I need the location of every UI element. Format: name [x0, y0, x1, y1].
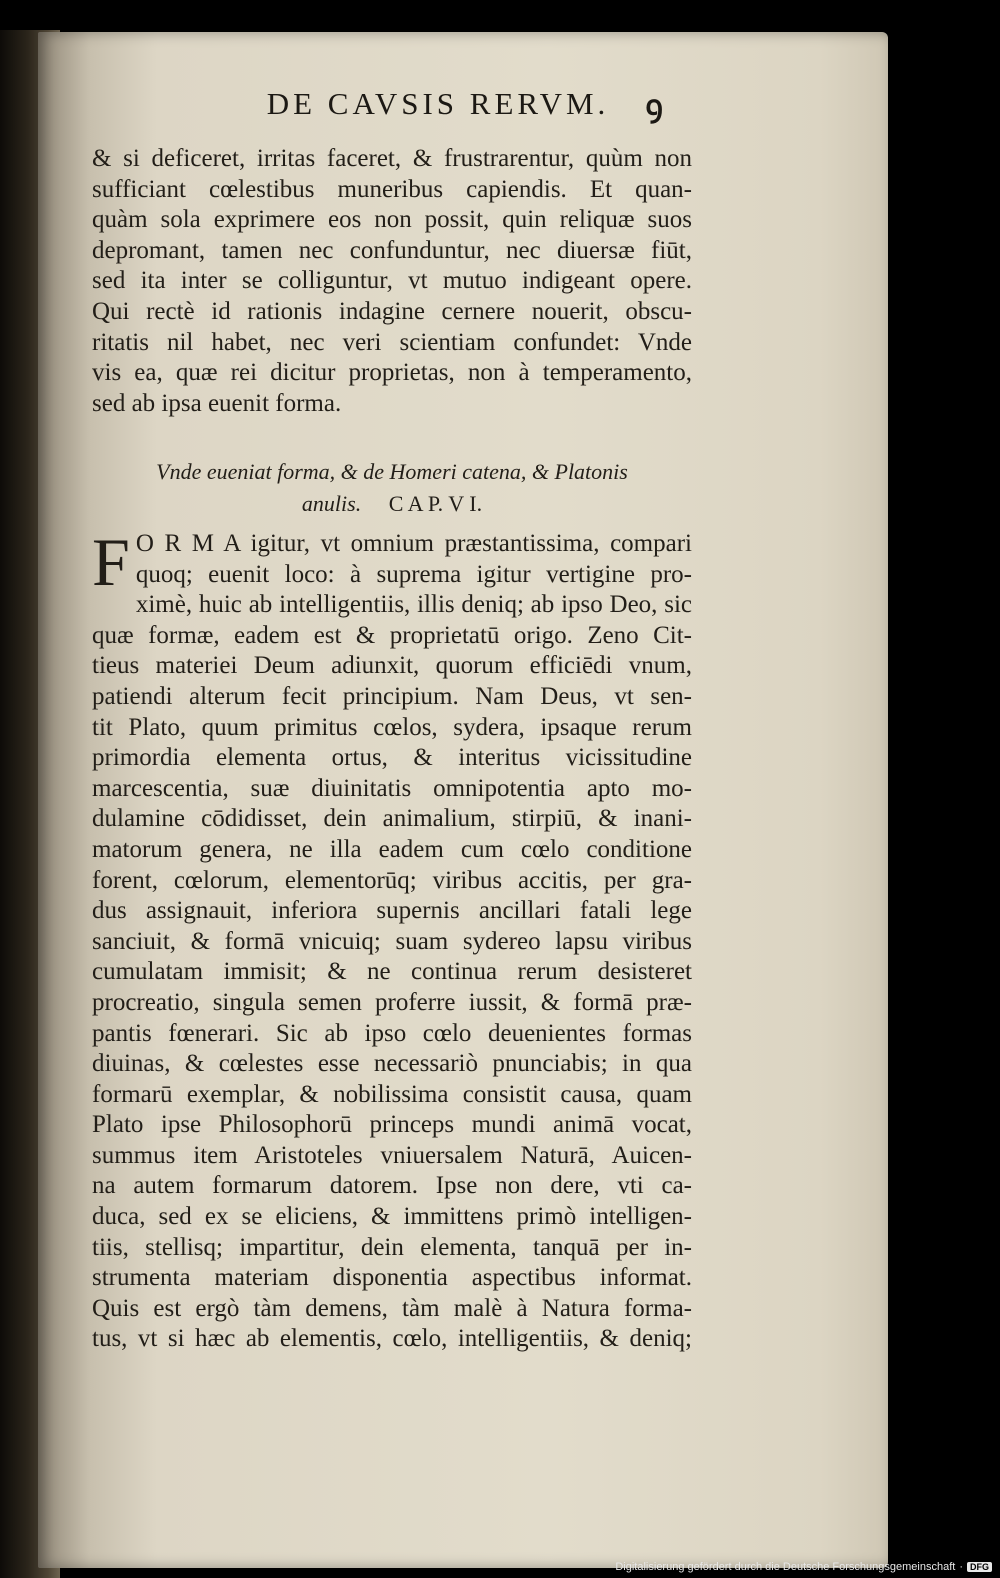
text-line: cumulatam immisit; & ne continua rerum desisteret	[92, 958, 692, 986]
text-line: summus item Aristoteles vniuersalem Naturā, Auicen-	[92, 1141, 692, 1169]
text-line: quæ formæ, eadem est & proprietatū origo. Zeno Cit-	[92, 621, 692, 649]
dfg-logo: DFG	[967, 1562, 992, 1572]
text-line: tus, vt si hæc ab elementis, cœlo, intelligentiis, & deniq;	[92, 1325, 692, 1353]
text-line: O R M A igitur, vt omnium præstantissima, compari	[135, 530, 692, 557]
running-head: DE CAVSIS RERVM.	[266, 86, 610, 121]
text-line: quoq; euenit loco: à suprema igitur vertigine pro-	[135, 560, 692, 588]
chapter-number: C A P. V I.	[388, 491, 483, 516]
text-line: & si deficeret, irritas faceret, & frustrarentur, quùm non	[92, 145, 692, 172]
text-line: tiis, stellisq; impartitur, dein elementa, tanquā per in-	[92, 1233, 692, 1261]
text-line: tieus materiei Deum adiunxit, quorum efficiēdi vnum,	[92, 652, 692, 680]
folio-number: ꝯ	[645, 90, 663, 123]
text-line: dulamine cōdidisset, dein animalium, stirpiū, & inani-	[92, 805, 692, 833]
text-line: depromant, tamen nec confunduntur, nec diuersæ fiūt,	[92, 236, 692, 264]
text-line: formarū exemplar, & nobilissima consistit causa, quam	[92, 1080, 692, 1108]
text-line: Qui rectè id rationis indagine cernere nouerit, obscu-	[92, 297, 692, 325]
text-line: matorum genera, ne illa eadem cum cœlo conditione	[92, 835, 692, 863]
text-line: sed ab ipsa euenit forma.	[92, 389, 342, 417]
chapter-text	[92, 524, 692, 1355]
text-line: duca, sed ex se eliciens, & immittens primò intelligen-	[92, 1203, 692, 1231]
text-line: na autem formarum datorem. Ipse non dere, vti ca-	[92, 1172, 692, 1200]
chapter-heading-line2	[92, 488, 692, 520]
text-line: primordia elementa ortus, & interitus vicissitudine	[92, 744, 692, 772]
text-line: procreatio, singula semen proferre iussit, & formā præ-	[92, 988, 692, 1016]
text-line: tit Plato, quum primitus cœlos, sydera, ipsaque rerum	[92, 713, 692, 741]
text-line: ritatis nil habet, nec veri scientiam confundet: Vnde	[92, 328, 692, 356]
book-page	[38, 32, 888, 1568]
drop-cap: F	[92, 524, 130, 600]
credit-text: Digitalisierung gefördert durch die Deutsche Forschungsgemeinschaft	[615, 1561, 956, 1573]
text-line: strumenta materiam disponentia aspectibus informat.	[92, 1264, 692, 1292]
text-line: Quis est ergò tàm demens, tàm malè à Natura forma-	[92, 1294, 692, 1322]
text-line: vis ea, quæ rei dicitur proprietas, non à temperamento,	[92, 359, 692, 387]
text-line: patiendi alterum fecit principium. Nam Deus, vt sen-	[92, 682, 692, 710]
text-line: marcescentia, suæ diuinitatis omnipotentia apto mo-	[92, 774, 692, 802]
text-line: dus assignauit, inferiora supernis ancillari fatali lege	[92, 897, 692, 925]
digitization-credit: Digitalisierung gefördert durch die Deutsche Forschungsgemeinschaft · DFG	[615, 1560, 992, 1574]
text-line: pantis fœnerari. Sic ab ipso cœlo deuenientes formas	[92, 1019, 692, 1047]
text-line: forent, cœlorum, elementorūq; viribus accitis, per gra-	[92, 866, 692, 894]
chapter-heading-title-end: anulis.	[301, 491, 362, 516]
text-line: quàm sola exprimere eos non possit, quin reliquæ suos	[92, 206, 692, 234]
text-line: sed ita inter se colliguntur, vt mutuo indigeant opere.	[92, 267, 692, 295]
text-line: ximè, huic ab intelligentiis, illis deniq; ab ipso Deo, sic	[135, 591, 692, 619]
text-line: Plato ipse Philosophorū princeps mundi animā vocat,	[92, 1111, 692, 1139]
text-line: sanciuit, & formā vnicuiq; suam sydereo lapsu viribus	[92, 927, 692, 955]
chapter-heading	[92, 456, 692, 520]
text-line: diuinas, & cœlestes esse necessariò pnunciabis; in qua	[92, 1050, 692, 1078]
body-text-top	[92, 144, 692, 419]
chapter-heading-title: Vnde eueniat forma, & de Homeri catena, & Platonis	[156, 459, 628, 484]
text-line: sufficiant cœlestibus muneribus capiendis. Et quan-	[92, 175, 692, 203]
